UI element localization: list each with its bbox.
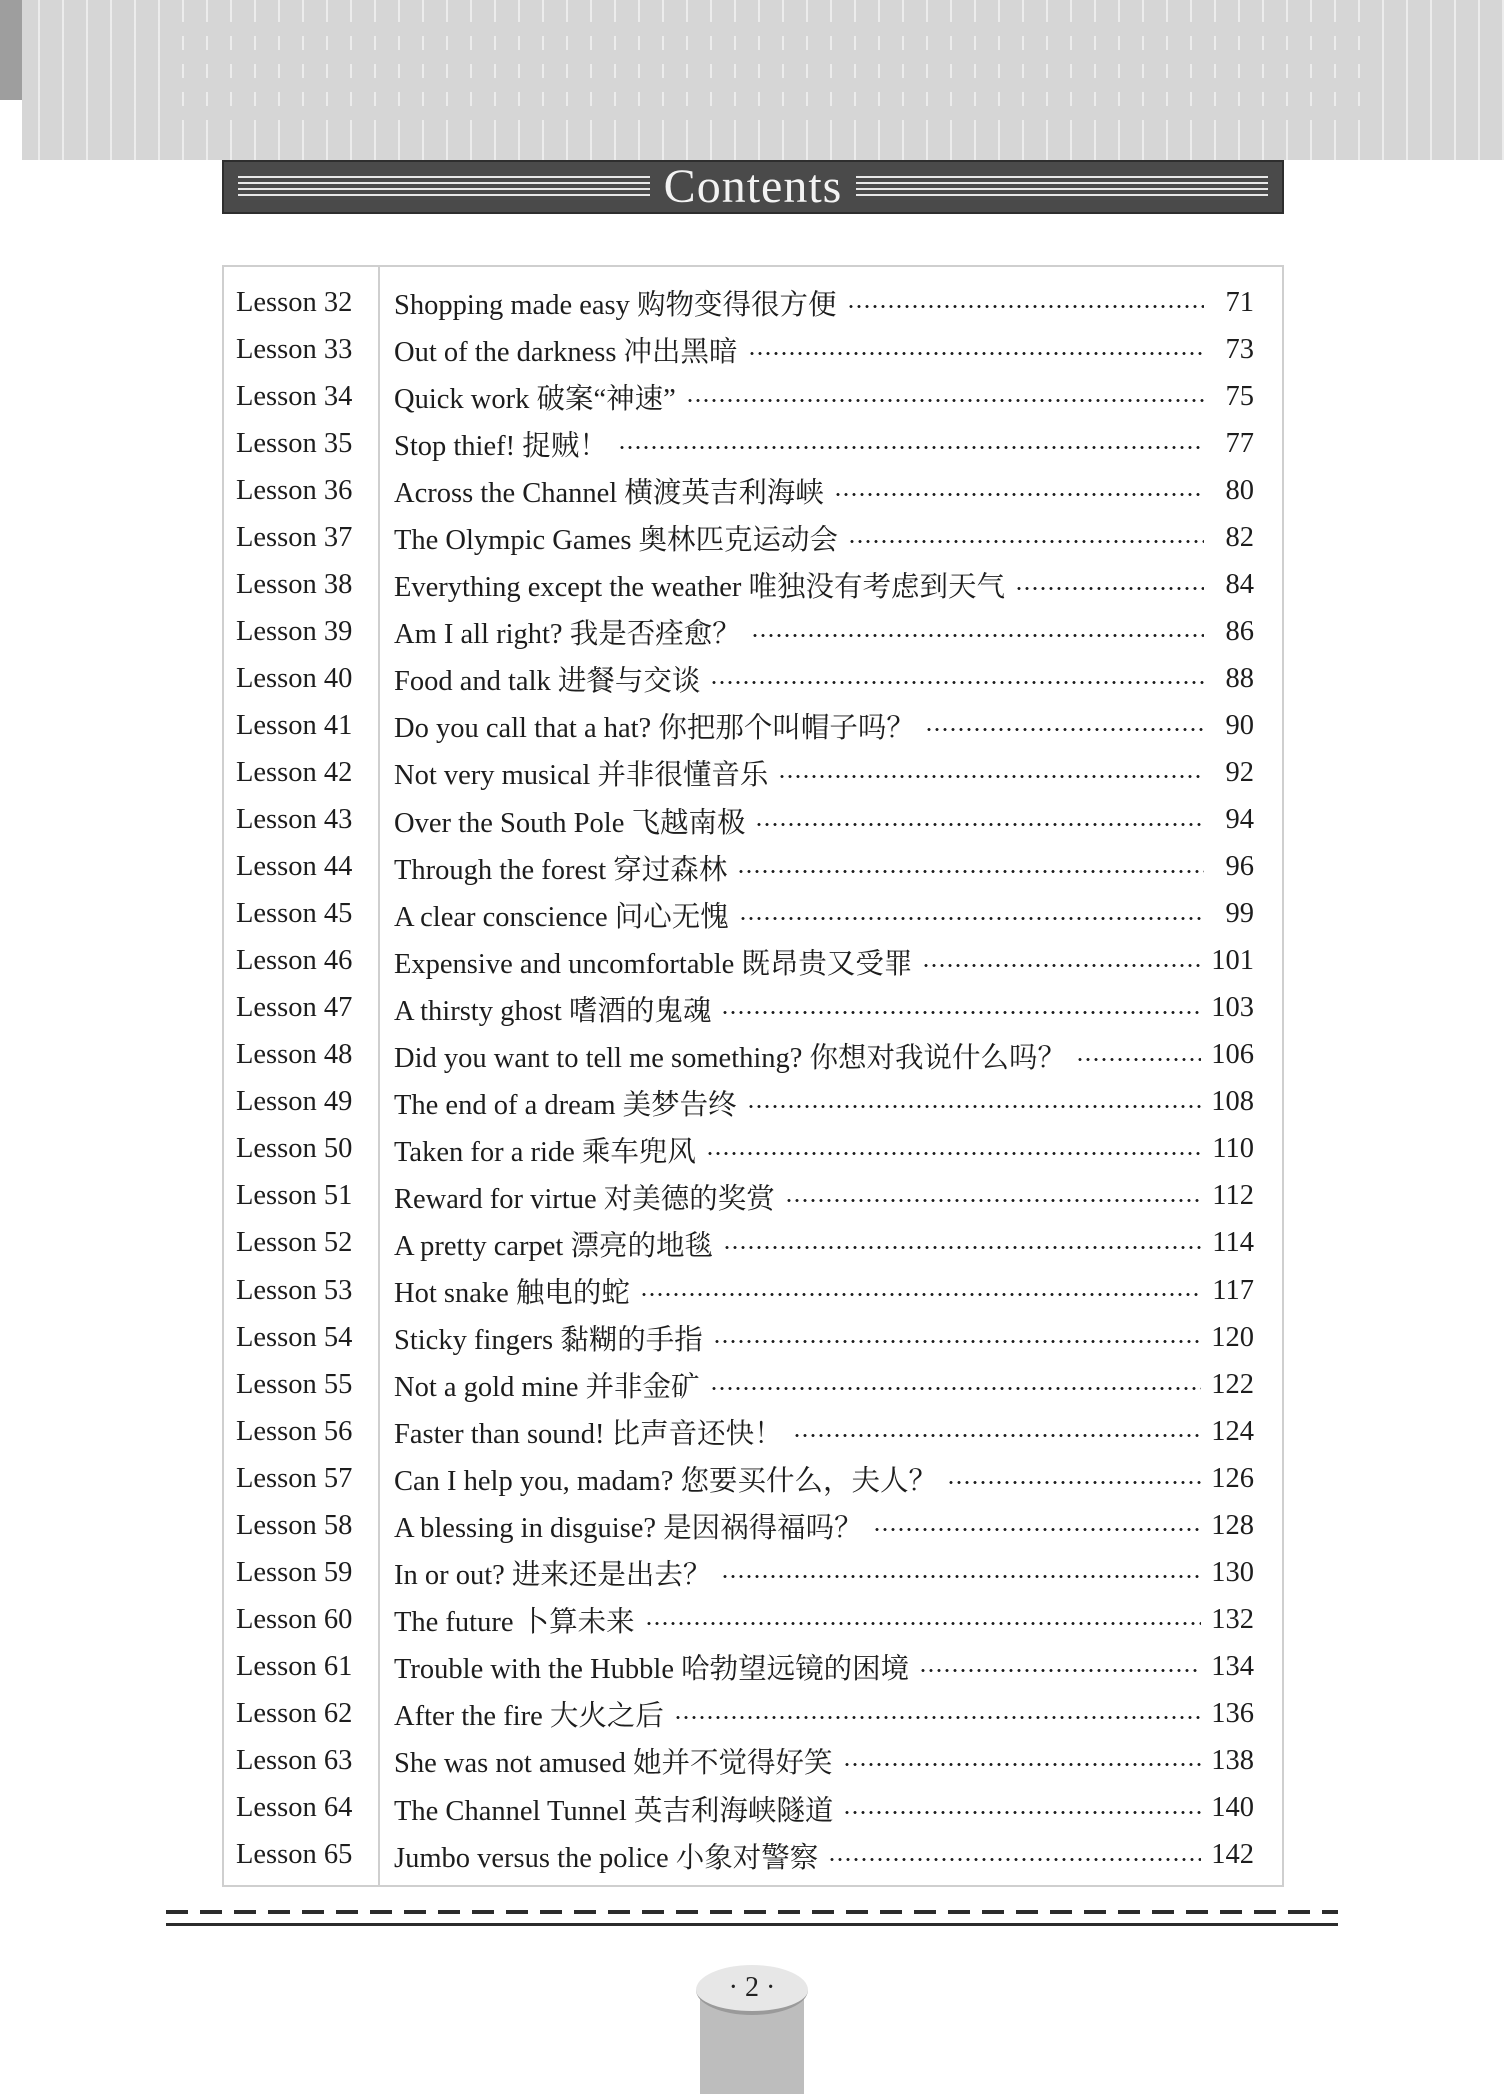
dot-leader	[834, 493, 1204, 496]
toc-entry	[378, 1129, 1282, 1170]
toc-row[interactable]	[224, 938, 1282, 985]
toc-page-number: 84	[1225, 568, 1254, 600]
corner-tab	[0, 0, 24, 100]
toc-entry	[378, 376, 1282, 417]
toc-page-number: 112	[1212, 1180, 1254, 1212]
toc-page-number: 120	[1211, 1321, 1254, 1353]
toc-lesson-number: Lesson 43	[236, 804, 353, 836]
page-number: · 2 ·	[696, 1965, 808, 2015]
toc-entry	[378, 988, 1282, 1029]
dot-leader	[618, 446, 1204, 449]
dot-leader	[751, 634, 1204, 637]
toc-lesson-number: Lesson 34	[236, 380, 353, 412]
toc-page-number: 110	[1212, 1133, 1254, 1165]
toc-title: Jumbo versus the police 小象对警察	[394, 1842, 819, 1874]
toc-row[interactable]	[224, 1032, 1282, 1079]
toc-title: She was not amused 她并不觉得好笑	[394, 1748, 833, 1780]
toc-page-number: 103	[1211, 992, 1254, 1024]
toc-title: Do you call that a hat? 你把那个叫帽子吗？	[394, 713, 915, 745]
toc-row[interactable]	[224, 1690, 1282, 1737]
toc-row[interactable]	[224, 797, 1282, 844]
toc-page-number: 117	[1212, 1274, 1254, 1306]
toc-row[interactable]	[224, 702, 1282, 749]
dot-leader	[710, 681, 1204, 684]
toc-page-number: 128	[1211, 1509, 1254, 1541]
toc-title: Faster than sound! 比声音还快！	[394, 1419, 783, 1451]
toc-title: Trouble with the Hubble 哈勃望远镜的困境	[394, 1654, 910, 1686]
toc-entry	[378, 423, 1282, 464]
toc-row[interactable]	[224, 1596, 1282, 1643]
toc-lesson-number: Lesson 45	[236, 898, 353, 930]
toc-entry	[378, 800, 1282, 841]
toc-title: Am I all right? 我是否痊愈？	[394, 619, 741, 651]
toc-lesson-number: Lesson 36	[236, 474, 353, 506]
toc-lesson-number: Lesson 63	[236, 1744, 353, 1776]
dot-leader	[713, 1340, 1202, 1343]
toc-lesson-number: Lesson 54	[236, 1321, 353, 1353]
toc-page-number: 114	[1212, 1227, 1254, 1259]
toc-page-number: 138	[1211, 1744, 1254, 1776]
toc-row[interactable]	[224, 1126, 1282, 1173]
toc-entry	[378, 1552, 1282, 1593]
toc-title: Can I help you, madam? 您要买什么，夫人？	[394, 1466, 938, 1498]
toc-entry	[378, 470, 1282, 511]
toc-lesson-number: Lesson 32	[236, 286, 353, 318]
toc-lesson-number: Lesson 37	[236, 521, 353, 553]
toc-row[interactable]	[224, 561, 1282, 608]
toc-row[interactable]	[224, 1502, 1282, 1549]
toc-entry	[378, 517, 1282, 558]
toc-page-number: 82	[1225, 521, 1254, 553]
dot-leader	[843, 1811, 1201, 1814]
toc-title: Shopping made easy 购物变得很方便	[394, 290, 837, 322]
toc-title: Expensive and uncomfortable 既昂贵又受罪	[394, 948, 913, 980]
toc-page-number: 106	[1211, 1039, 1254, 1071]
toc-page-number: 86	[1225, 615, 1254, 647]
toc-title: The Olympic Games 奥林匹克运动会	[394, 525, 839, 557]
toc-lesson-number: Lesson 56	[236, 1415, 353, 1447]
toc-title: A pretty carpet 漂亮的地毯	[394, 1230, 713, 1262]
dot-leader	[706, 1152, 1202, 1155]
toc-title: Taken for a ride 乘车兜风	[394, 1136, 696, 1168]
toc-row[interactable]	[224, 1785, 1282, 1832]
toc-entry	[378, 1176, 1282, 1217]
toc-row[interactable]	[224, 1267, 1282, 1314]
title-right-lines	[856, 176, 1268, 198]
toc-row[interactable]	[224, 1832, 1282, 1879]
dot-leader	[919, 1669, 1201, 1672]
toc-page-number: 71	[1225, 286, 1254, 318]
dot-leader	[925, 728, 1204, 731]
toc-row[interactable]	[224, 1079, 1282, 1126]
toc-lesson-number: Lesson 64	[236, 1792, 353, 1824]
toc-entry	[378, 1035, 1282, 1076]
toc-row[interactable]	[224, 1408, 1282, 1455]
toc-page-number: 75	[1225, 380, 1254, 412]
table-of-contents	[222, 265, 1284, 1887]
toc-title: After the fire 大火之后	[394, 1701, 664, 1733]
toc-lesson-number: Lesson 53	[236, 1274, 353, 1306]
toc-entry	[378, 1693, 1282, 1734]
dot-leader	[848, 540, 1204, 543]
toc-page-number: 77	[1225, 427, 1254, 459]
dot-leader	[922, 964, 1201, 967]
toc-page-number: 124	[1211, 1415, 1254, 1447]
toc-row[interactable]	[224, 1220, 1282, 1267]
toc-row[interactable]	[224, 467, 1282, 514]
toc-row[interactable]	[224, 279, 1282, 326]
toc-entry	[378, 1505, 1282, 1546]
toc-page-number: 88	[1225, 662, 1254, 694]
dot-leader	[748, 352, 1204, 355]
toc-title: Reward for virtue 对美德的奖赏	[394, 1183, 775, 1215]
toc-row[interactable]	[224, 985, 1282, 1032]
toc-title: The end of a dream 美梦告终	[394, 1089, 737, 1121]
dot-leader	[755, 823, 1204, 826]
toc-row[interactable]	[224, 514, 1282, 561]
toc-entry	[378, 1082, 1282, 1123]
toc-lesson-number: Lesson 49	[236, 1086, 353, 1118]
toc-lesson-number: Lesson 50	[236, 1133, 353, 1165]
header-band	[22, 0, 1504, 160]
toc-row[interactable]	[224, 1549, 1282, 1596]
toc-entry	[378, 1270, 1282, 1311]
toc-title: In or out? 进来还是出去？	[394, 1560, 712, 1592]
toc-row[interactable]	[224, 373, 1282, 420]
toc-row[interactable]	[224, 1173, 1282, 1220]
toc-entry	[378, 752, 1282, 793]
toc-entry	[378, 282, 1282, 323]
toc-title: Stop thief! 捉贼！	[394, 431, 608, 463]
toc-title: Not very musical 并非很懂音乐	[394, 760, 769, 792]
toc-title: The Channel Tunnel 英吉利海峡隧道	[394, 1795, 834, 1827]
toc-title: Across the Channel 横渡英吉利海峡	[394, 478, 824, 510]
toc-lesson-number: Lesson 38	[236, 568, 353, 600]
toc-lesson-number: Lesson 35	[236, 427, 353, 459]
toc-list	[224, 279, 1282, 1879]
toc-entry	[378, 941, 1282, 982]
dot-leader	[739, 917, 1204, 920]
toc-title: Hot snake 触电的蛇	[394, 1278, 630, 1309]
toc-page-number: 96	[1225, 851, 1254, 883]
toc-entry	[378, 705, 1282, 746]
dot-leader	[793, 1434, 1202, 1437]
toc-page-number: 134	[1211, 1650, 1254, 1682]
toc-page-number: 99	[1225, 898, 1254, 930]
toc-title: Quick work 破案“神速”	[394, 384, 676, 416]
dot-leader	[640, 1293, 1202, 1296]
dot-leader	[843, 1763, 1202, 1766]
dot-leader	[723, 1246, 1202, 1249]
toc-lesson-number: Lesson 52	[236, 1227, 353, 1259]
dot-leader	[645, 1622, 1202, 1625]
toc-row[interactable]	[224, 326, 1282, 373]
toc-lesson-number: Lesson 57	[236, 1462, 353, 1494]
toc-row[interactable]	[224, 1314, 1282, 1361]
page-title: Contents	[663, 160, 843, 213]
toc-row[interactable]	[224, 608, 1282, 655]
toc-lesson-number: Lesson 39	[236, 615, 353, 647]
toc-lesson-number: Lesson 58	[236, 1509, 353, 1541]
dashed-rule	[166, 1910, 1338, 1914]
toc-row[interactable]	[224, 1361, 1282, 1408]
toc-page-number: 108	[1211, 1086, 1254, 1118]
toc-lesson-number: Lesson 42	[236, 756, 353, 788]
toc-page-number: 73	[1225, 333, 1254, 365]
dot-leader	[847, 305, 1204, 308]
toc-page-number: 132	[1211, 1603, 1254, 1635]
toc-entry	[378, 1411, 1282, 1452]
toc-lesson-number: Lesson 60	[236, 1603, 353, 1635]
toc-entry	[378, 894, 1282, 935]
toc-lesson-number: Lesson 33	[236, 333, 353, 365]
toc-page-number: 140	[1211, 1792, 1254, 1824]
toc-lesson-number: Lesson 47	[236, 992, 353, 1024]
toc-page-number: 130	[1211, 1556, 1254, 1588]
toc-row[interactable]	[224, 749, 1282, 796]
toc-row[interactable]	[224, 420, 1282, 467]
toc-title: Food and talk 进餐与交谈	[394, 666, 701, 698]
solid-rule	[166, 1923, 1338, 1926]
toc-row[interactable]	[224, 1737, 1282, 1784]
toc-page-number: 142	[1211, 1839, 1254, 1871]
contents-title-bar	[222, 160, 1284, 214]
dot-leader	[947, 1481, 1201, 1484]
toc-page-number: 90	[1225, 709, 1254, 741]
toc-page-number: 80	[1225, 474, 1254, 506]
toc-lesson-number: Lesson 61	[236, 1650, 353, 1682]
toc-title: The future 卜算未来	[394, 1607, 635, 1639]
toc-lesson-number: Lesson 41	[236, 709, 353, 741]
toc-row[interactable]	[224, 1643, 1282, 1690]
toc-lesson-number: Lesson 62	[236, 1697, 353, 1729]
toc-entry	[378, 1835, 1282, 1876]
toc-row[interactable]	[224, 891, 1282, 938]
toc-entry	[378, 329, 1282, 370]
toc-page-number: 136	[1211, 1697, 1254, 1729]
toc-lesson-number: Lesson 59	[236, 1556, 353, 1588]
toc-lesson-number: Lesson 48	[236, 1039, 353, 1071]
dot-leader	[737, 870, 1204, 873]
dot-leader	[686, 399, 1204, 402]
toc-title: Out of the darkness 冲出黑暗	[394, 337, 738, 369]
dot-leader	[1076, 1058, 1201, 1061]
dot-leader	[785, 1199, 1203, 1202]
toc-row[interactable]	[224, 844, 1282, 891]
toc-lesson-number: Lesson 51	[236, 1180, 353, 1212]
toc-title: Sticky fingers 黏糊的手指	[394, 1325, 703, 1357]
toc-title: Did you want to tell me something? 你想对我说什么吗？	[394, 1042, 1067, 1074]
toc-page-number: 92	[1225, 756, 1254, 788]
toc-lesson-number: Lesson 55	[236, 1368, 353, 1400]
toc-entry	[378, 1458, 1282, 1499]
toc-page-number: 101	[1211, 945, 1254, 977]
toc-entry	[378, 1317, 1282, 1358]
toc-lesson-number: Lesson 44	[236, 851, 353, 883]
title-left-lines	[238, 176, 650, 198]
toc-entry	[378, 611, 1282, 652]
toc-title: A clear conscience 问心无愧	[394, 901, 729, 933]
dot-leader	[873, 1528, 1202, 1531]
toc-entry	[378, 1740, 1282, 1781]
toc-title: Everything except the weather 唯独没有考虑到天气	[394, 572, 1006, 604]
toc-page-number: 122	[1211, 1368, 1254, 1400]
toc-title: A thirsty ghost 嗜酒的鬼魂	[394, 995, 712, 1027]
dot-leader	[721, 1575, 1201, 1578]
toc-entry	[378, 564, 1282, 605]
toc-page-number: 126	[1211, 1462, 1254, 1494]
dot-leader	[1015, 587, 1204, 590]
toc-title: Not a gold mine 并非金矿	[394, 1372, 700, 1404]
dot-leader	[674, 1716, 1201, 1719]
dot-leader	[747, 1105, 1202, 1108]
toc-row[interactable]	[224, 655, 1282, 702]
toc-page-number: 94	[1225, 804, 1254, 836]
toc-title: Over the South Pole 飞越南极	[394, 807, 746, 839]
toc-row[interactable]	[224, 1455, 1282, 1502]
toc-entry	[378, 1646, 1282, 1687]
dot-leader	[710, 1387, 1202, 1390]
toc-lesson-number: Lesson 65	[236, 1839, 353, 1871]
toc-title: Through the forest 穿过森林	[394, 854, 728, 886]
toc-lesson-number: Lesson 40	[236, 662, 353, 694]
dot-leader	[778, 775, 1204, 778]
toc-lesson-number: Lesson 46	[236, 945, 353, 977]
toc-title: A blessing in disguise? 是因祸得福吗？	[394, 1513, 863, 1545]
dot-leader	[721, 1011, 1201, 1014]
dot-leader	[828, 1858, 1201, 1861]
toc-entry	[378, 1223, 1282, 1264]
toc-entry	[378, 1599, 1282, 1640]
toc-entry	[378, 658, 1282, 699]
toc-entry	[378, 1788, 1282, 1829]
toc-entry	[378, 1364, 1282, 1405]
toc-entry	[378, 847, 1282, 888]
